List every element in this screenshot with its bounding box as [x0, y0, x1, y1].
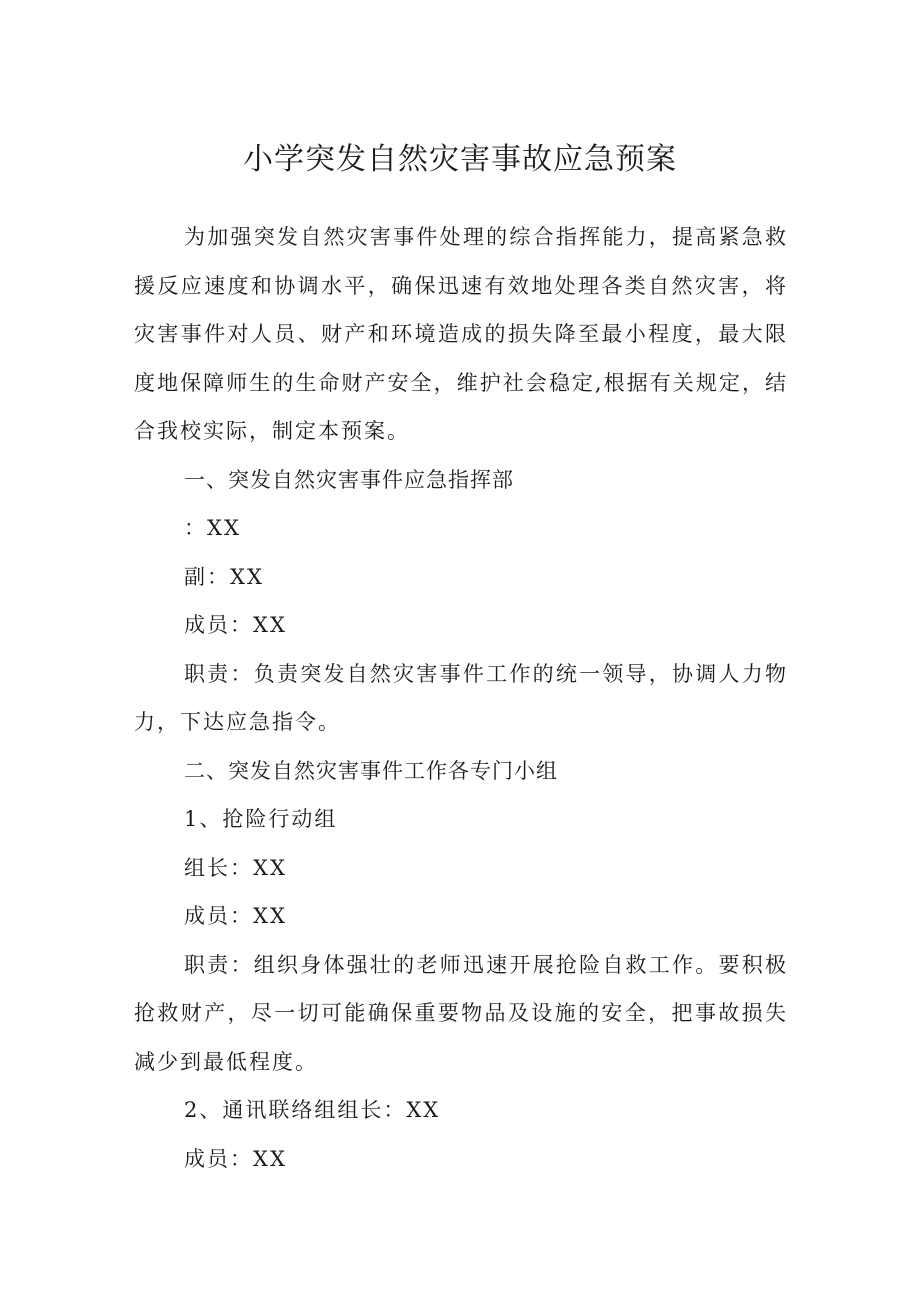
comms-team-leader: 2、通讯联络组组长：XX	[184, 1098, 441, 1122]
duties-paragraph-2: 职责：组织身体强壮的老师迅速开展抢险自救工作。要积极抢救财产，尽一切可能确保重要物品及设施的安全，把事故损失减少到最低程度。	[134, 952, 788, 1074]
comms-team-members: 成员：XX	[184, 1146, 287, 1171]
document-title: 小学突发自然灾害事故应急预案	[243, 142, 677, 177]
section-heading-2: 二、突发自然灾害事件工作各专门小组	[184, 758, 558, 783]
duties-paragraph-1: 职责：负责突发自然灾害事件工作的统一领导，协调人力物力，下达应急指令。	[134, 661, 788, 734]
members-line-1: 成员：XX	[184, 613, 287, 637]
deputy-commander-line: 副：XX	[184, 564, 264, 589]
rescue-team-leader: 组长：XX	[184, 855, 287, 880]
document-body	[134, 213, 788, 1183]
section-heading-1: 一、突发自然灾害事件应急指挥部	[184, 467, 514, 492]
rescue-team-members: 成员：XX	[184, 904, 287, 928]
intro-paragraph: 为加强突发自然灾害事件处理的综合指挥能力，提高紧急救援反应速度和协调水平，确保迅速有效地处理各类自然灾害，将灾害事件对人员、财产和环境造成的损失降至最小程度，最大限度地保障师生的生命财产安全，维护社会稳定,根据有关规定，结合我校实际，制定本预案。	[134, 225, 788, 443]
rescue-team-title: 1、抢险行动组	[184, 807, 338, 831]
commander-line: ：XX	[184, 516, 241, 540]
